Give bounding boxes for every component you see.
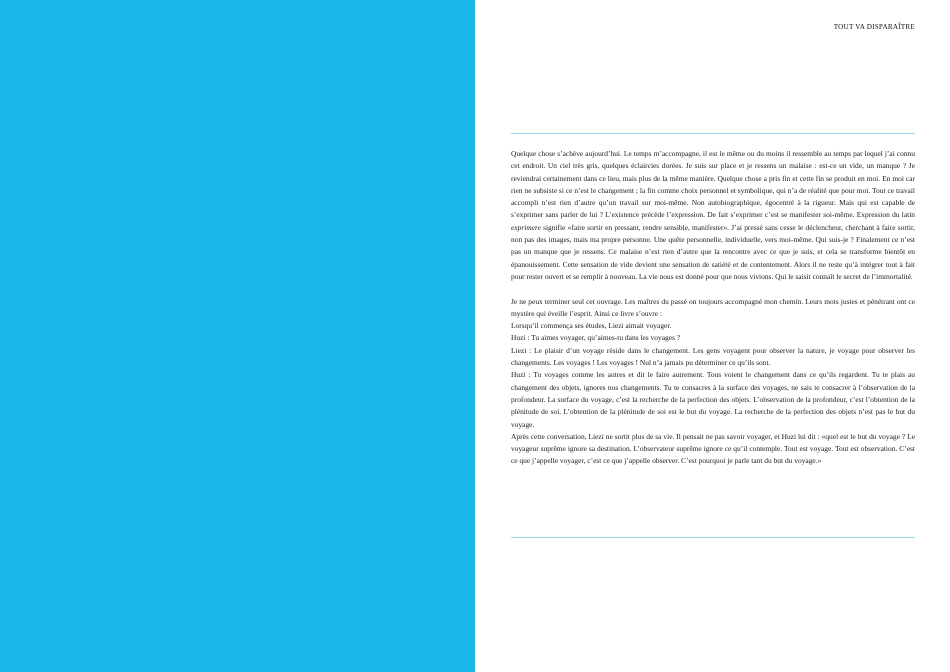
paragraph-masters: Je ne peux terminer seul cet ouvrage. Les maîtres du passé on toujours accompagné mon chemin. Leurs mots justes et pénétrant ont ce mystère qui éveille l’esprit. Ainsi ce livre s’ouvre : — [511, 296, 915, 318]
paragraph-conclusion: Après cette conversation, Liezi ne sortit plus de sa vie. Il pensait ne pas savoir voyager, et Huzi lui dit : «quel est le but du voyage ? Le voyageur suprême ignore sa destination. L’observateur suprême ignore ce qu’il contemple. Tout est voyage. Tout est observation. C’est ce que j’appelle voyager, c’est ce que j’appelle observer. C’est pourquoi je parle tant du but du voyage.» — [511, 431, 915, 466]
paragraph-intro-part-a: Quelque chose s’achève aujourd’hui. Le temps m’accompagne, il est le même ou du moins il ressemble au temps par lequel j’ai connu cet endroit. Un ciel très gris, quelques éclaircies dorées. Je suis sur place et je ressens un malaise : est-ce un vide, un manque ? Je reviendrai certainement dans ce lieu, mais plus de la même manière. Quelque chose a pris fin et cette fin se produit en moi. En moi car rien ne subsiste si ce n’est le changement ; la fin comme choix personnel et symbolique, qui n’a de réalité que pour moi. Tout ce travail accompli n’est rien d’autre qu’un travail sur moi-même. Non autobiographique, égocentré à la rigueur. Mais qui est capable de s’exprimer sans parler de lui ? L’existence précède l’expression. De fait s’exprimer c’est se manifester soi-même. Expression du latin — [511, 149, 915, 220]
running-head: TOUT VA DISPARAÎTRE — [833, 23, 915, 31]
body-text — [511, 148, 915, 468]
bottom-rule — [511, 537, 915, 538]
top-rule — [511, 133, 915, 134]
paragraph-liezi-studies: Lorsqu’il commença ses études, Liezi aimait voyager. — [511, 321, 672, 331]
paragraph-intro — [511, 148, 915, 283]
paragraph-huzi-question: Huzi : Tu aimes voyager, qu’aimes-tu dans les voyages ? — [511, 333, 681, 343]
paragraph-intro-part-b: signifie «faire sortir en pressant, rendre sensible, manifester». J’ai pressé sans cesse le déclencheur, cherchant à faire sortir, non pas des images, mais ma propre personne. Une quête personnelle, individuelle, vers moi-même. Qui suis-je ? Finalement ce n’est pas un manque que je ressens. Ce malaise n’est rien d’autre que la rencontre avec ce que je suis, et cela se transforme bientôt en épanouissement. Cette sensation de vide devient une sensation de satiété et de contentement. Alors il ne reste qu’à intégrer tout à fait pour rester ouvert et se remplir à nouveau. La vie nous est donné pour que nous vivions. Qui le saisit connaît le secret de l’immortalité. — [511, 222, 915, 281]
paragraph-huzi-reply: Huzi : Tu voyages comme les autres et dit le faire autrement. Tous voient le changement dans ce qu’ils regardent. Tu te plais au changement des objets, ignores nos changements. Tu te consacres à la surface des voyages, ne sais te consacrer à l’observation de la profondeur. La surface du voyage, c’est la recherche de la perfection des objets. L’observation de la profondeur, c’est l’obtention de la plénitude de soi. L’obtention de la plénitude de soi est le but du voyage. La recherche de la perfection des objets n’est pas le but du voyage. — [511, 370, 915, 429]
latin-term: exprimere — [511, 222, 541, 232]
paragraph-liezi-answer: Liezi : Le plaisir d’un voyage réside dans le changement. Les gens voyagent pour observer la nature, je voyage pour observer les changements. Les voyages ! Les voyages ! Nul n’a jamais pu déterminer ce qu’ils sont. — [511, 345, 915, 368]
right-page — [475, 0, 950, 672]
